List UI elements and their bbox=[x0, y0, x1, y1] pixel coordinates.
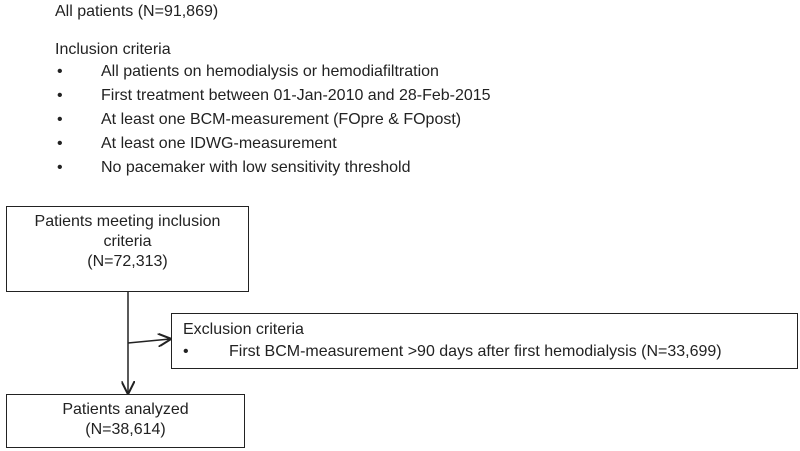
inclusion-item-text: At least one IDWG-measurement bbox=[101, 135, 337, 152]
bullet-icon: • bbox=[57, 135, 63, 152]
bullet-icon: • bbox=[57, 63, 63, 80]
bullet-icon: • bbox=[57, 111, 63, 128]
included-box-line-2: criteria bbox=[103, 233, 152, 250]
analyzed-box-line-1: Patients analyzed bbox=[62, 401, 189, 418]
exclusion-criteria-title: Exclusion criteria bbox=[183, 321, 304, 338]
included-box-line-3: (N=72,313) bbox=[87, 253, 168, 270]
all-patients-label: All patients (N=91,869) bbox=[55, 3, 219, 20]
bullet-icon: • bbox=[183, 343, 189, 360]
exclusion-branch-arrow bbox=[128, 339, 170, 343]
inclusion-criteria-title: Inclusion criteria bbox=[55, 41, 171, 58]
exclusion-item-text: First BCM-measurement >90 days after first hemodialysis (N=33,699) bbox=[229, 343, 722, 360]
inclusion-item-text: At least one BCM-measurement (FOpre & FOpost) bbox=[101, 111, 462, 128]
analyzed-box-line-2: (N=38,614) bbox=[85, 421, 166, 438]
exclusion-criteria-box bbox=[171, 313, 798, 369]
bullet-icon: • bbox=[57, 87, 63, 104]
included-box-line-1: Patients meeting inclusion bbox=[34, 213, 221, 230]
inclusion-item-text: No pacemaker with low sensitivity threshold bbox=[101, 159, 411, 176]
bullet-icon: • bbox=[57, 159, 63, 176]
inclusion-item-text: First treatment between 01-Jan-2010 and 28-Feb-2015 bbox=[101, 87, 491, 104]
analyzed-patients-box bbox=[6, 394, 245, 448]
inclusion-item-text: All patients on hemodialysis or hemodiafiltration bbox=[101, 63, 439, 80]
included-patients-box bbox=[6, 206, 249, 292]
